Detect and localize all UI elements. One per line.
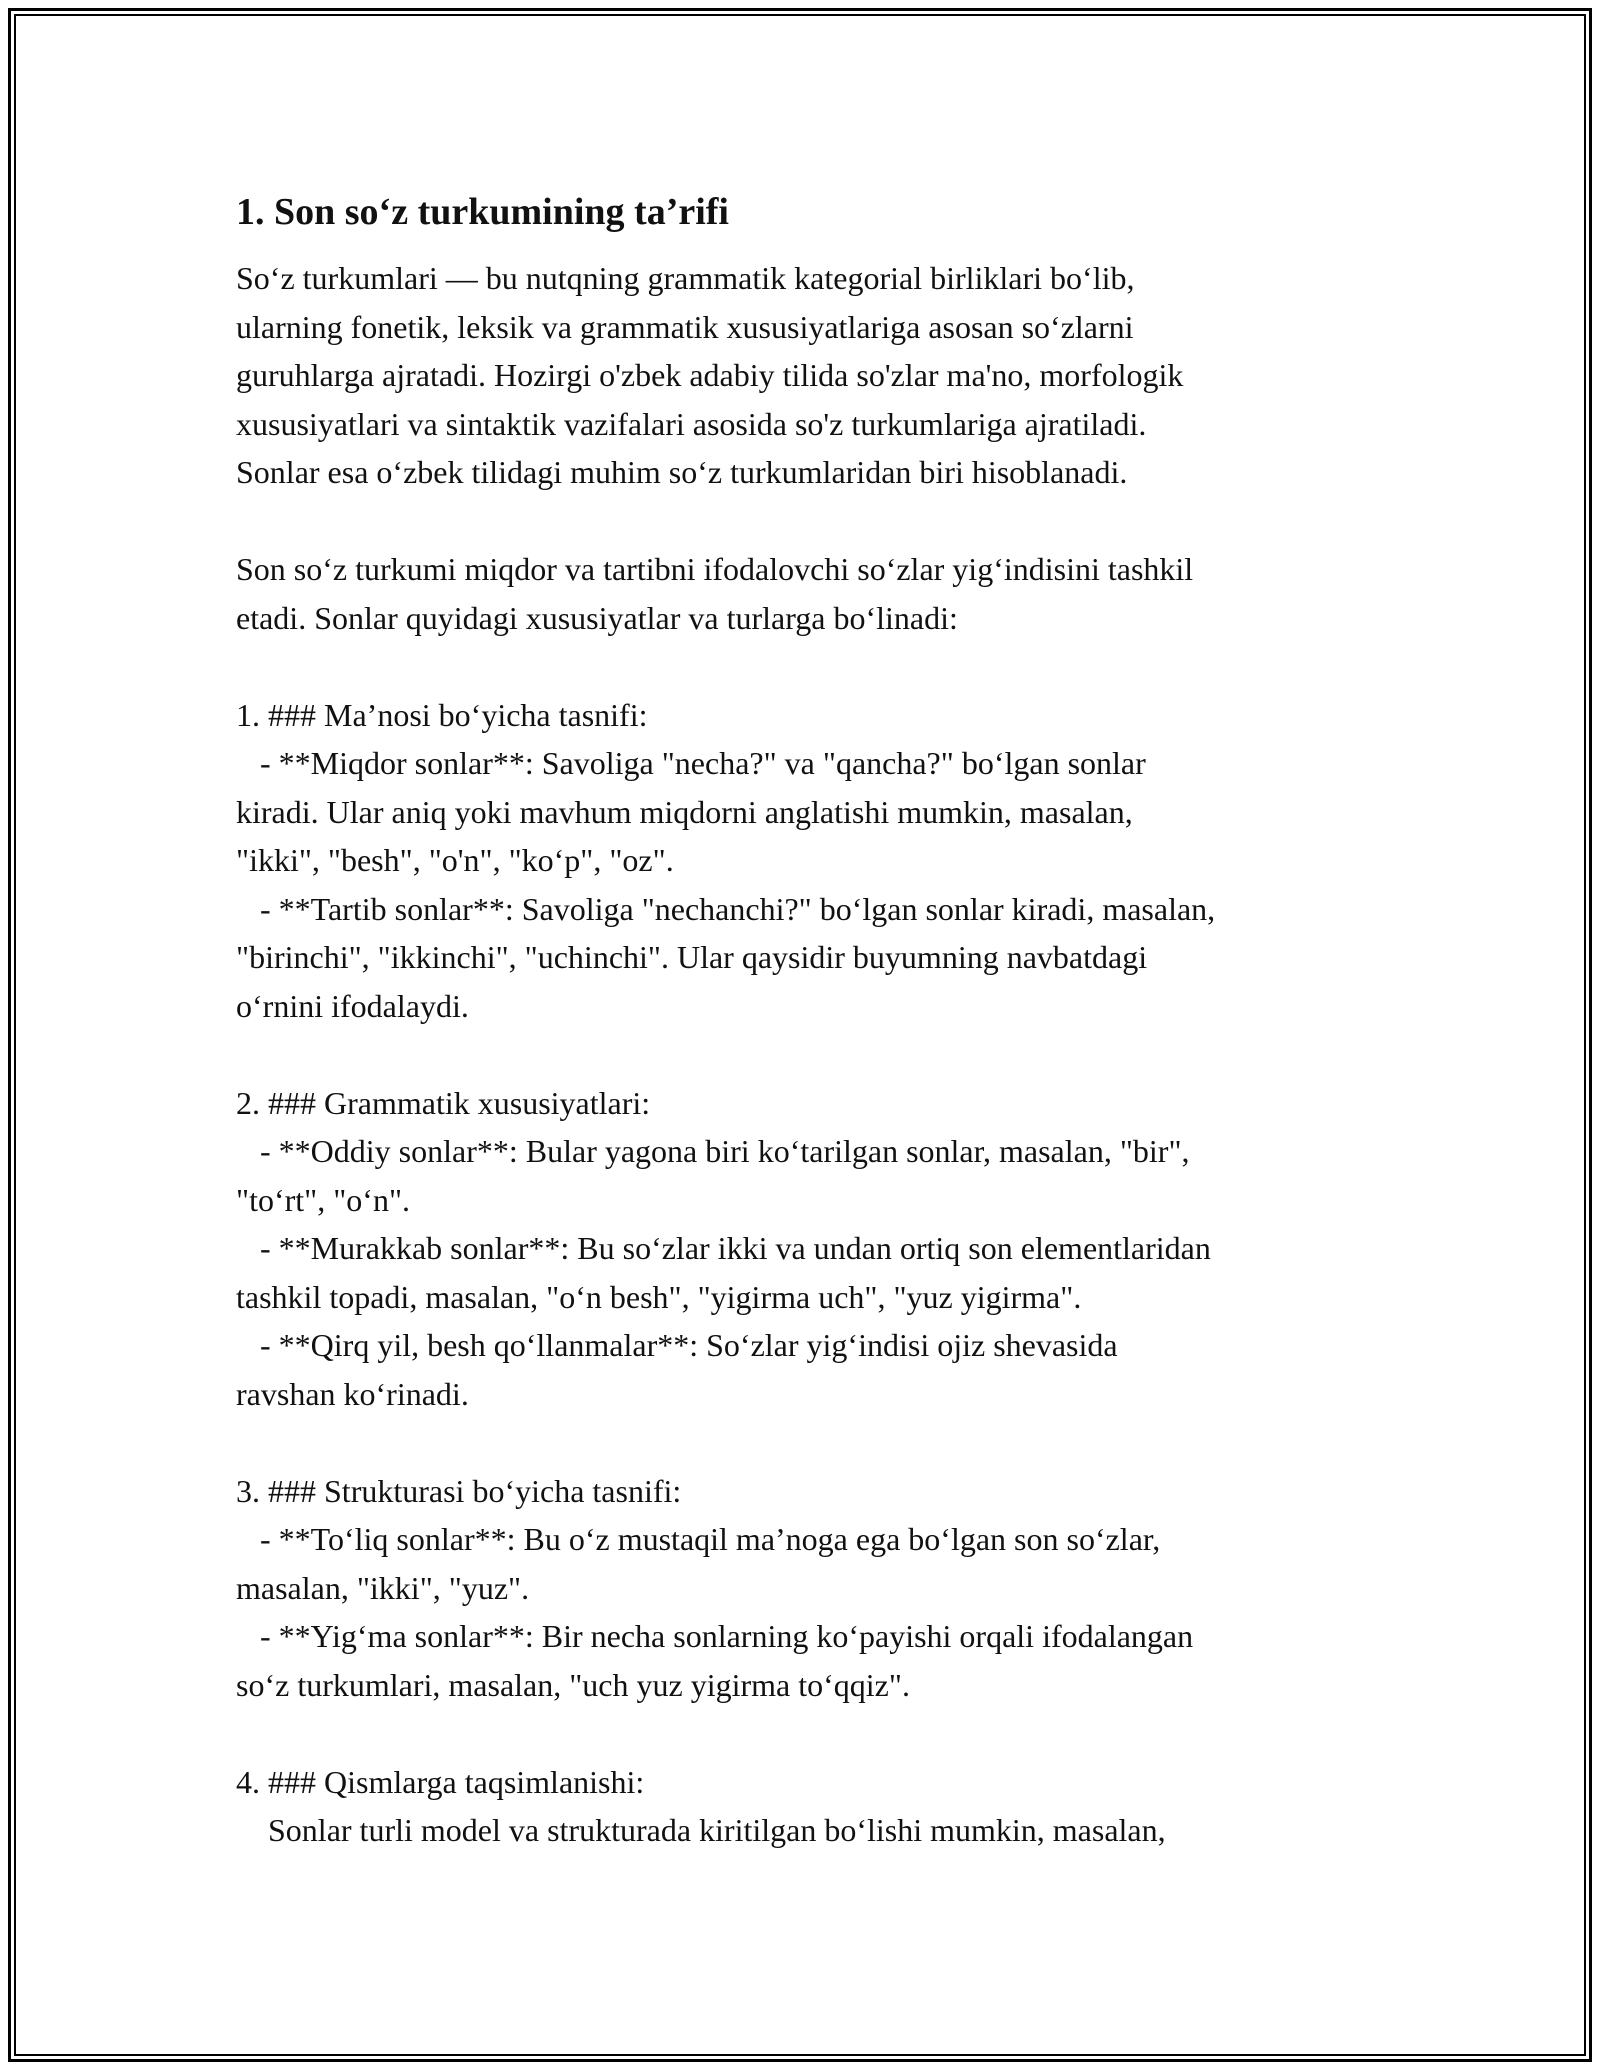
section-heading: 2. ### Grammatik xususiyatlari: bbox=[236, 1084, 651, 1121]
section-structure bbox=[236, 1467, 1416, 1710]
text-line: masalan, "ikki", "yuz". bbox=[236, 1569, 530, 1606]
text-line: tashkil topadi, masalan, "o‘n besh", "yigirma uch", "yuz yigirma". bbox=[236, 1278, 1082, 1315]
text-line: ularning fonetik, leksik va grammatik xususiyatlariga asosan so‘zlarni bbox=[236, 308, 1134, 345]
section-grammar bbox=[236, 1079, 1416, 1419]
text-line: - **Yig‘ma sonlar**: Bir necha sonlarning ko‘payishi orqali ifodalangan bbox=[236, 1618, 1194, 1654]
text-line: - **Murakkab sonlar**: Bu so‘zlar ikki va undan ortiq son elementlaridan bbox=[236, 1230, 1211, 1266]
section-parts bbox=[236, 1758, 1416, 1855]
text-line: guruhlarga ajratadi. Hozirgi o'zbek adabiy tilida so'zlar ma'no, morfologik bbox=[236, 357, 1184, 393]
text-line: So‘z turkumlari — bu nutqning grammatik kategorial birliklari bo‘lib, bbox=[236, 260, 1135, 296]
text-line: Sonlar turli model va strukturada kiritilgan bo‘lishi mumkin, masalan, bbox=[236, 1812, 1166, 1848]
section-meaning bbox=[236, 691, 1416, 1031]
text-line: xususiyatlari va sintaktik vazifalari asosida so'z turkumlariga ajratiladi. bbox=[236, 405, 1147, 442]
text-line: - **Qirq yil, besh qo‘llanmalar**: So‘zlar yig‘indisi ojiz shevasida bbox=[236, 1327, 1118, 1363]
text-line: ravshan ko‘rinadi. bbox=[236, 1375, 469, 1412]
paragraph-spacer bbox=[236, 497, 1416, 546]
text-line: o‘rnini ifodalaydi. bbox=[236, 987, 469, 1024]
text-line: Sonlar esa o‘zbek tilidagi muhim so‘z turkumlaridan biri hisoblanadi. bbox=[236, 454, 1128, 490]
paragraph-spacer bbox=[236, 642, 1416, 691]
text-line: kiradi. Ular aniq yoki mavhum miqdorni anglatishi mumkin, masalan, bbox=[236, 793, 1133, 830]
text-line: Son so‘z turkumi miqdor va tartibni ifodalovchi so‘zlar yig‘indisini tashkil bbox=[236, 551, 1194, 587]
section-heading: 4. ### Qismlarga taqsimlanishi: bbox=[236, 1763, 645, 1800]
text-line: "ikki", "besh", "o'n", "ko‘p", "oz". bbox=[236, 842, 674, 878]
paragraph-spacer bbox=[236, 1418, 1416, 1467]
text-line: "birinchi", "ikkinchi", "uchinchi". Ular qaysidir buyumning navbatdagi bbox=[236, 939, 1148, 975]
document-body bbox=[236, 188, 1416, 1855]
paragraph-definition bbox=[236, 254, 1416, 497]
text-line: - **Tartib sonlar**: Savoliga "nechanchi?" bo‘lgan sonlar kiradi, masalan, bbox=[236, 890, 1216, 927]
text-line: - **Oddiy sonlar**: Bular yagona biri ko‘tarilgan sonlar, masalan, "bir", bbox=[236, 1133, 1190, 1169]
text-line: so‘z turkumlari, masalan, "uch yuz yigirma to‘qqiz". bbox=[236, 1666, 910, 1703]
paragraph-spacer bbox=[236, 1030, 1416, 1079]
text-line: etadi. Sonlar quyidagi xususiyatlar va turlarga bo‘linadi: bbox=[236, 599, 958, 636]
section-heading: 3. ### Strukturasi bo‘yicha tasnifi: bbox=[236, 1472, 682, 1509]
paragraph-spacer bbox=[236, 1709, 1416, 1758]
text-line: "to‘rt", "o‘n". bbox=[236, 1181, 410, 1218]
section-heading: 1. ### Ma’nosi bo‘yicha tasnifi: bbox=[236, 696, 648, 733]
text-line: - **Miqdor sonlar**: Savoliga "necha?" va "qancha?" bo‘lgan sonlar bbox=[236, 745, 1146, 781]
page-title: 1. Son so‘z turkumining ta’rifi bbox=[236, 191, 729, 233]
text-line: - **To‘liq sonlar**: Bu o‘z mustaqil ma’noga ega bo‘lgan son so‘zlar, bbox=[236, 1521, 1161, 1557]
paragraph-intro bbox=[236, 545, 1416, 642]
